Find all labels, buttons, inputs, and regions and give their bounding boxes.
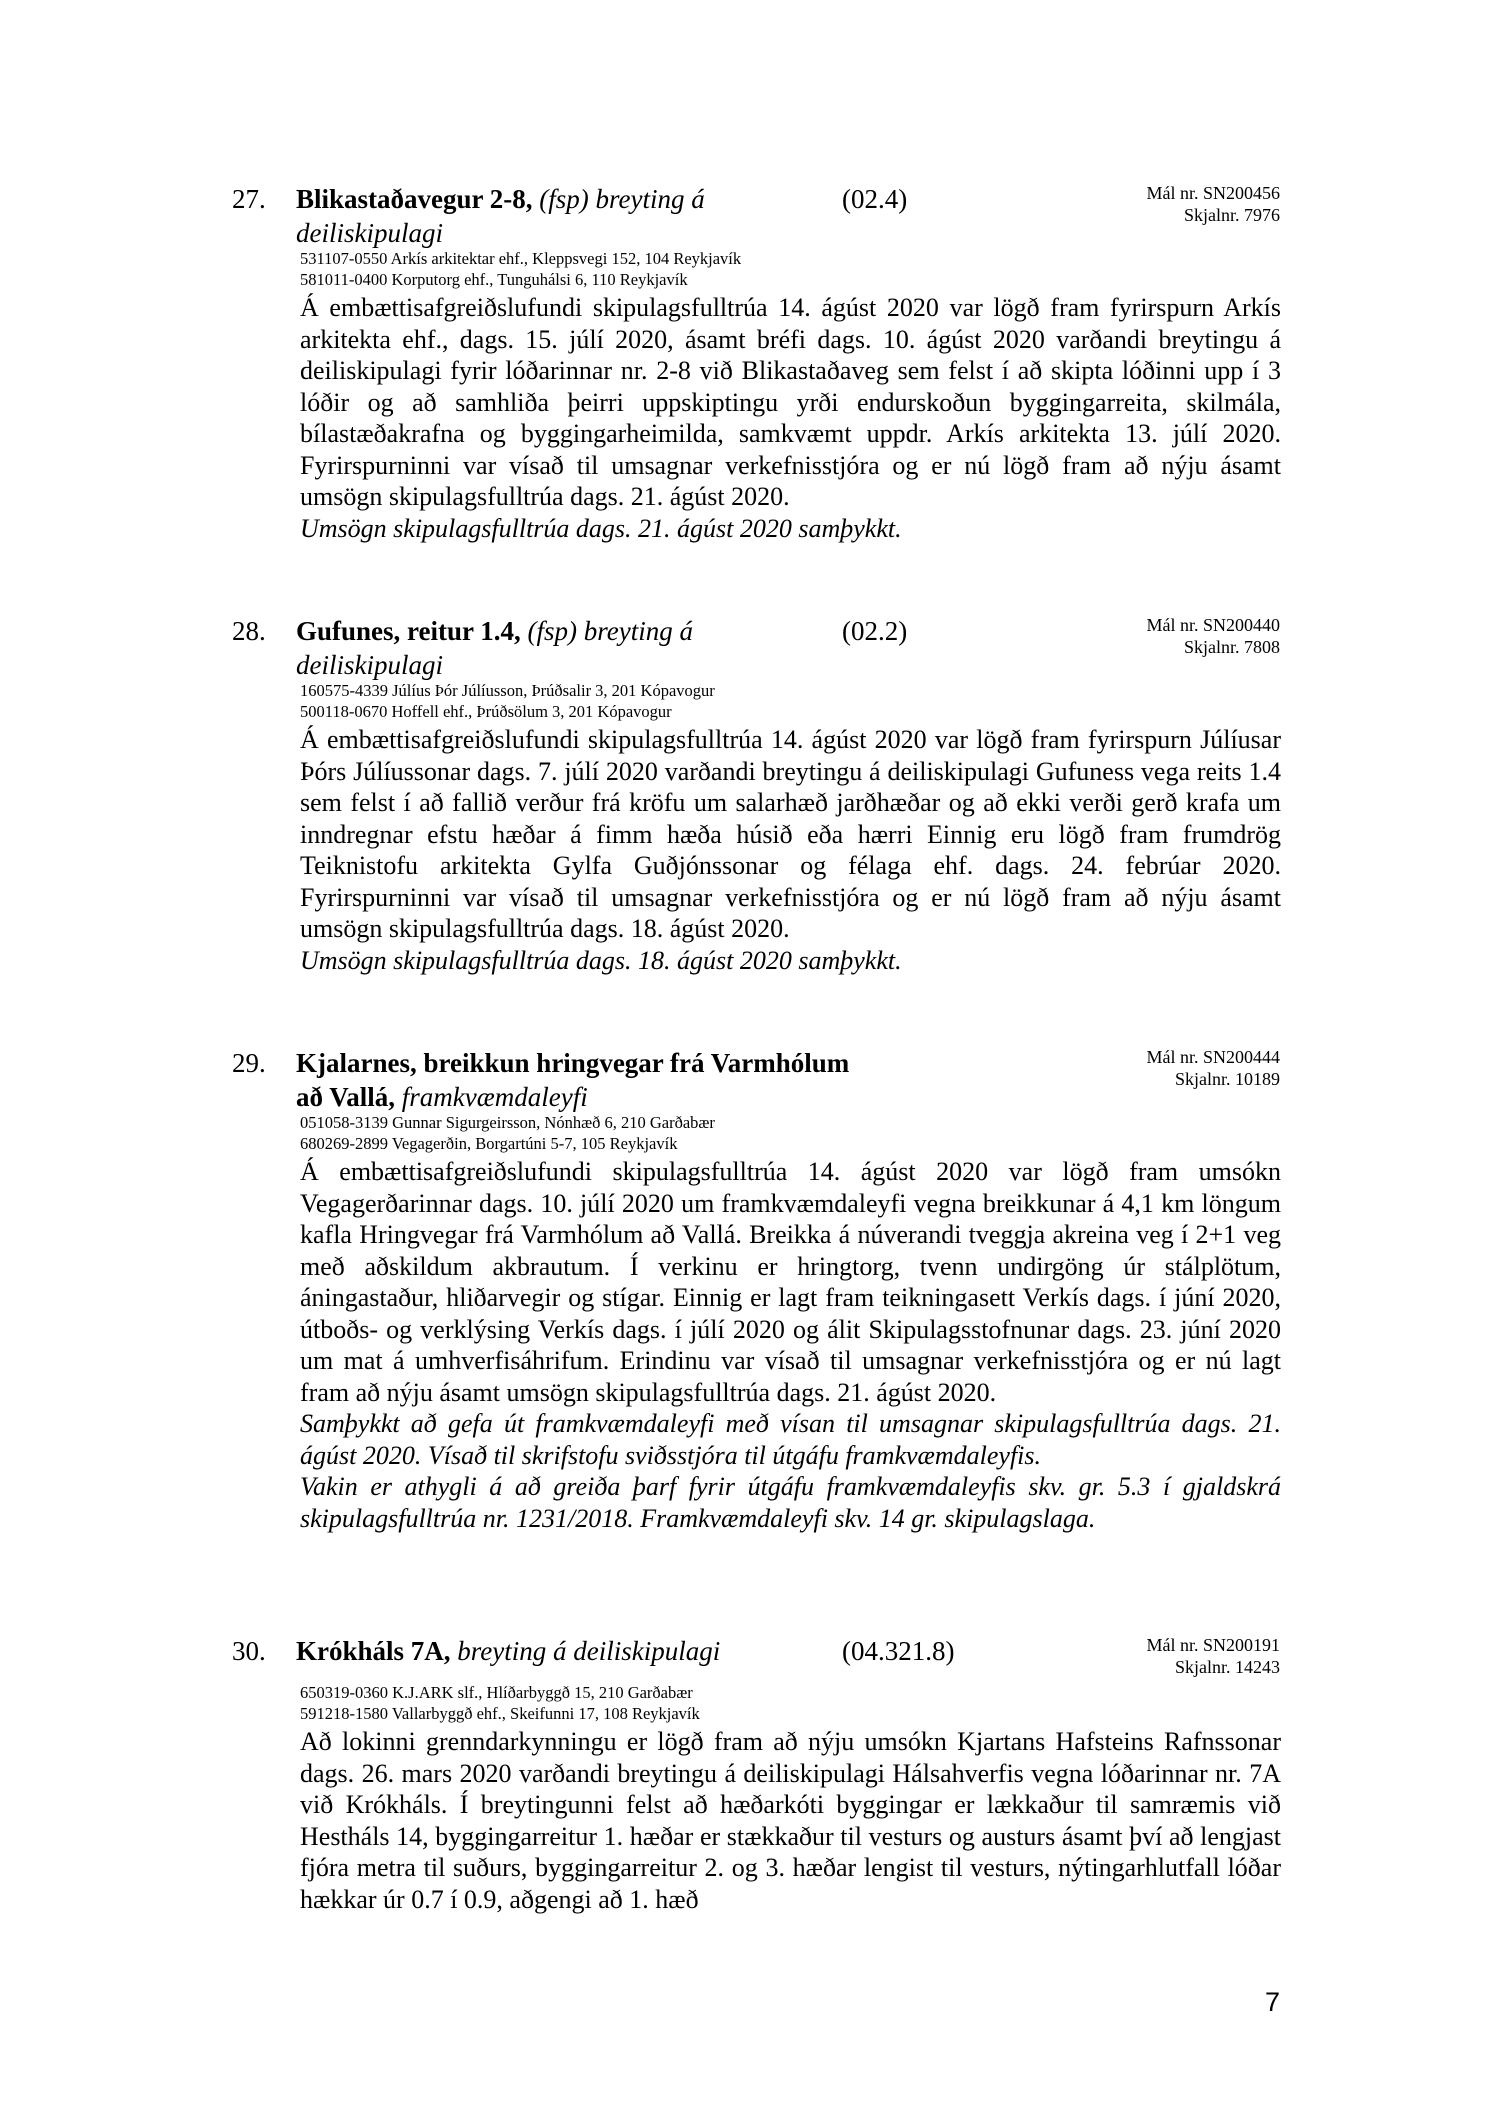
item-title: Gufunes, reitur 1.4, bbox=[296, 616, 521, 646]
item-body bbox=[300, 1156, 1281, 1534]
applicant-line: 531107-0550 Arkís arkitektar ehf., Kleppsvegi 152, 104 Reykjavík bbox=[300, 249, 742, 268]
item-description: Á embættisafgreiðslufundi skipulagsfulltrúa 14. ágúst 2020 var lögð fram umsókn Vegagerðarinnar dags. 10. júlí 2020 um framkvæmdaleyfi vegna breikkunar á 4,1 km löngum kafla Hringvegar frá Varmhólum að Vallá. Breikka á núverandi tveggja akreina veg í 2+1 veg með aðskildum akbrautum. Í verkinu er hringtorg, tvenn undirgöng úr stálplötum, áningastaður, hliðarvegir og stígar. Einnig er lagt fram teikningasett Verkís dags. í júní 2020, útboðs- og verklýsing Verkís dags. í júlí 2020 og álit Skipulagsstofnunar dags. 23. júní 2020 um mat á umhverfisáhrifum. Erindinu var vísað til umsagnar verkefnisstjóra og er nú lagt fram að nýju ásamt umsögn skipulagsfulltrúa dags. 21. ágúst 2020. bbox=[300, 1157, 1281, 1407]
item-body bbox=[300, 1726, 1281, 1915]
case-references bbox=[1146, 614, 1280, 658]
item-code: (02.4) bbox=[842, 184, 908, 214]
case-number: Mál nr. SN200444 bbox=[1146, 1047, 1280, 1067]
applicant-list bbox=[300, 1682, 700, 1724]
case-references bbox=[1146, 1634, 1280, 1678]
item-body bbox=[300, 292, 1281, 544]
item-subtitle: framkvæmdaleyfi bbox=[401, 1082, 588, 1112]
item-decision-note: Vakin er athygli á að greiða þarf fyrir útgáfu framkvæmdaleyfis skv. gr. 5.3 í gjaldskrá skipulagsfulltrúa nr. 1231/2018. Framkvæmdaleyfi skv. 14 gr. skipulagslaga. bbox=[300, 1472, 1281, 1533]
page-number: 7 bbox=[1265, 1987, 1281, 2017]
item-code: (04.321.8) bbox=[842, 1636, 955, 1666]
item-heading bbox=[296, 1046, 856, 1114]
item-number: 29. bbox=[232, 1048, 266, 1078]
item-body bbox=[300, 724, 1281, 976]
item-title: Kjalarnes, breikkun hringvegar frá Varmhólum að Vallá, bbox=[296, 1048, 850, 1112]
item-subtitle: (fsp) breyting á deiliskipulagi bbox=[296, 184, 705, 248]
document-number: Skjalnr. 7808 bbox=[1183, 637, 1280, 657]
item-subtitle: (fsp) breyting á deiliskipulagi bbox=[296, 616, 693, 680]
applicant-line: 160575-4339 Júlíus Þór Júlíusson, Þrúðsalir 3, 201 Kópavogur bbox=[300, 681, 715, 700]
case-number: Mál nr. SN200440 bbox=[1146, 615, 1280, 635]
item-decision: Samþykkt að gefa út framkvæmdaleyfi með vísan til umsagnar skipulagsfulltrúa dags. 21. ágúst 2020. Vísað til skrifstofu sviðsstjóra til útgáfu framkvæmdaleyfis. bbox=[300, 1409, 1281, 1470]
item-decision: Umsögn skipulagsfulltrúa dags. 18. ágúst 2020 samþykkt. bbox=[300, 945, 902, 975]
applicant-list bbox=[300, 248, 741, 290]
item-description: Á embættisafgreiðslufundi skipulagsfulltrúa 14. ágúst 2020 var lögð fram fyrirspurn Júlíusar Þórs Júlíussonar dags. 7. júlí 2020 varðandi breytingu á deiliskipulagi Gufuness vega reits 1.4 sem felst í að fallið verður frá kröfu um salarhæð jarðhæðar og að ekki verði gerð krafa um inndregnar efstu hæðar á fimm hæða húsið eða hærri Einnig eru lögð fram frumdrög Teiknistofu arkitekta Gylfa Guðjónssonar og félaga ehf. dags. 24. febrúar 2020. Fyrirspurninni var vísað til umsagnar verkefnisstjóra og er nú lögð fram að nýju ásamt umsögn skipulagsfulltrúa dags. 18. ágúst 2020. bbox=[300, 725, 1281, 943]
applicant-list bbox=[300, 1112, 715, 1154]
document-number: Skjalnr. 7976 bbox=[1183, 205, 1280, 225]
item-heading bbox=[296, 614, 826, 682]
applicant-line: 581011-0400 Korputorg ehf., Tunguhálsi 6, 110 Reykjavík bbox=[300, 270, 688, 289]
case-number: Mál nr. SN200191 bbox=[1146, 1635, 1280, 1655]
case-references bbox=[1146, 182, 1280, 226]
item-description: Á embættisafgreiðslufundi skipulagsfulltrúa 14. ágúst 2020 var lögð fram fyrirspurn Arkís arkitekta ehf., dags. 15. júlí 2020, ásamt bréfi dags. 10. ágúst 2020 varðandi breytingu á deiliskipulagi fyrir lóðarinnar nr. 2-8 við Blikastaðaveg sem felst í að skipta lóðinni upp í 3 lóðir og að samhliða þeirri uppskiptingu yrði endurskoðun byggingarreita, skilmála, bílastæðakrafna og byggingarheimilda, samkvæmt uppdr. Arkís arkitekta 13. júlí 2020. Fyrirspurninni var vísað til umsagnar verkefnisstjóra og er nú lögð fram að nýju ásamt umsögn skipulagsfulltrúa dags. 21. ágúst 2020. bbox=[300, 293, 1281, 511]
document-number: Skjalnr. 10189 bbox=[1174, 1069, 1280, 1089]
applicant-line: 051058-3139 Gunnar Sigurgeirsson, Nónhæð 6, 210 Garðabær bbox=[300, 1113, 715, 1132]
item-number: 30. bbox=[232, 1636, 266, 1666]
applicant-line: 650319-0360 K.J.ARK slf., Hlíðarbyggð 15, 210 Garðabær bbox=[300, 1683, 693, 1702]
item-title: Krókháls 7A, bbox=[296, 1636, 451, 1666]
item-heading bbox=[296, 1634, 826, 1668]
item-decision: Umsögn skipulagsfulltrúa dags. 21. ágúst 2020 samþykkt. bbox=[300, 513, 902, 543]
item-title: Blikastaðavegur 2-8, bbox=[296, 184, 533, 214]
document-number: Skjalnr. 14243 bbox=[1174, 1657, 1280, 1677]
case-number: Mál nr. SN200456 bbox=[1146, 183, 1280, 203]
case-references bbox=[1146, 1046, 1280, 1090]
item-number: 27. bbox=[232, 184, 266, 214]
item-code: (02.2) bbox=[842, 616, 908, 646]
item-number: 28. bbox=[232, 616, 266, 646]
applicant-list bbox=[300, 680, 715, 722]
item-description: Að lokinni grenndarkynningu er lögð fram að nýju umsókn Kjartans Hafsteins Rafnssonar dags. 26. mars 2020 varðandi breytingu á deiliskipulagi Hálsahverfis vegna lóðarinnar nr. 7A við Krókháls. Í breytingunni felst að hæðarkóti byggingar er lækkaður til samræmis við Hestháls 14, byggingarreitur 1. hæðar er stækkaður til vesturs og austurs ásamt því að lengjast fjóra metra til suðurs, byggingarreitur 2. og 3. hæðar lengist til vesturs, nýtingarhlutfall lóðar hækkar úr 0.7 í 0.9, aðgengi að 1. hæð bbox=[300, 1727, 1281, 1914]
applicant-line: 591218-1580 Vallarbyggð ehf., Skeifunni 17, 108 Reykjavík bbox=[300, 1704, 700, 1723]
item-subtitle: breyting á deiliskipulagi bbox=[457, 1636, 721, 1666]
applicant-line: 500118-0670 Hoffell ehf., Þrúðsölum 3, 201 Kópavogur bbox=[300, 702, 672, 721]
applicant-line: 680269-2899 Vegagerðin, Borgartúni 5-7, 105 Reykjavík bbox=[300, 1134, 678, 1153]
item-heading bbox=[296, 182, 826, 250]
